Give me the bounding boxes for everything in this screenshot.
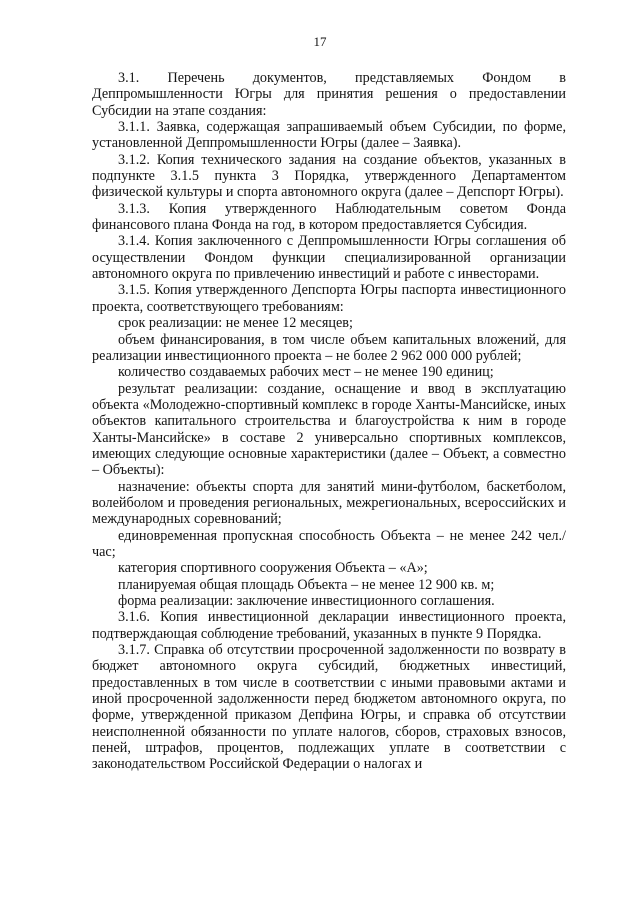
requirement-financing: объем финансирования, в том числе объем капитальных вложений, для реализации инвестиционного проекта – не более 2 962 000 000 рублей;	[92, 331, 566, 364]
paragraph-3-1-1: 3.1.1. Заявка, содержащая запрашиваемый объем Субсидии, по форме, установленной Деппромышленности Югры (далее – Заявка).	[92, 119, 566, 152]
paragraph-3-1-4: 3.1.4. Копия заключенного с Деппромышленности Югры соглашения об осуществлении Фондом функции специализированной организации автономного округа по привлечению инвестиций и работе с инвесторами.	[92, 233, 566, 283]
characteristic-form: форма реализации: заключение инвестиционного соглашения.	[118, 593, 495, 609]
page-number: 17	[313, 34, 327, 49]
characteristic-area: планируемая общая площадь Объекта – не менее 12 900 кв. м;	[118, 576, 495, 593]
paragraph-3-1: 3.1. Перечень документов, представляемых Фондом в Деппромышленности Югры для принятия решения о предоставлении Субсидии на этапе создания:	[92, 70, 566, 119]
requirement-jobs: количество создаваемых рабочих мест – не менее 190 единиц;	[118, 364, 494, 381]
document-body	[92, 70, 566, 773]
paragraph-3-1-3: 3.1.3. Копия утвержденного Наблюдательным советом Фонда финансового плана Фонда на год, в котором предоставляется Субсидия.	[92, 200, 566, 234]
characteristic-category: категория спортивного сооружения Объекта – «А»;	[118, 560, 428, 577]
requirement-result: результат реализации: создание, оснащение и ввод в эксплуатацию объекта «Молодежно-спортивный комплекс в городе Ханты-Мансийске, иных объектов капитального строительства и благоустройства к ним в городе Ханты-Мансийске» в составе 2 универсально спортивных комплексов, имеющих следующие основные характеристики (далее – Объект, а совместно – Объекты):	[92, 380, 566, 479]
paragraph-3-1-2: 3.1.2. Копия технического задания на создание объектов, указанных в подпункте 3.1.5 пункта 3 Порядка, утвержденного Департаментом физической культуры и спорта автономного округа (далее – Депспорт Югры).	[92, 151, 566, 201]
characteristic-purpose: назначение: объекты спорта для занятий мини-футболом, баскетболом, волейболом и проведения региональных, межрегиональных, всероссийских и международных соревнований;	[92, 478, 566, 528]
characteristic-capacity: единовременная пропускная способность Объекта – не менее 242 чел./час;	[92, 527, 566, 560]
paragraph-3-1-5: 3.1.5. Копия утвержденного Депспорта Югры паспорта инвестиционного проекта, соответствующего требованиям:	[92, 282, 566, 315]
paragraph-3-1-7: 3.1.7. Справка об отсутствии просроченной задолженности по возврату в бюджет автономного округа субсидий, бюджетных инвестиций, предоставленных в том числе в соответствии с иными правовыми актами и иной просроченной задолженности перед бюджетом автономного округа, по форме, утвержденной приказом Депфина Югры, и справка об отсутствии неисполненной обязанности по уплате налогов, сборов, страховых взносов, пеней, штрафов, процентов, подлежащих уплате в соответствии с законодательством Российской Федерации о налогах и	[92, 642, 566, 773]
requirement-term: срок реализации: не менее 12 месяцев;	[118, 315, 353, 332]
paragraph-3-1-6: 3.1.6. Копия инвестиционной декларации инвестиционного проекта, подтверждающая соблюдение требований, указанных в пункте 9 Порядка.	[92, 609, 566, 642]
